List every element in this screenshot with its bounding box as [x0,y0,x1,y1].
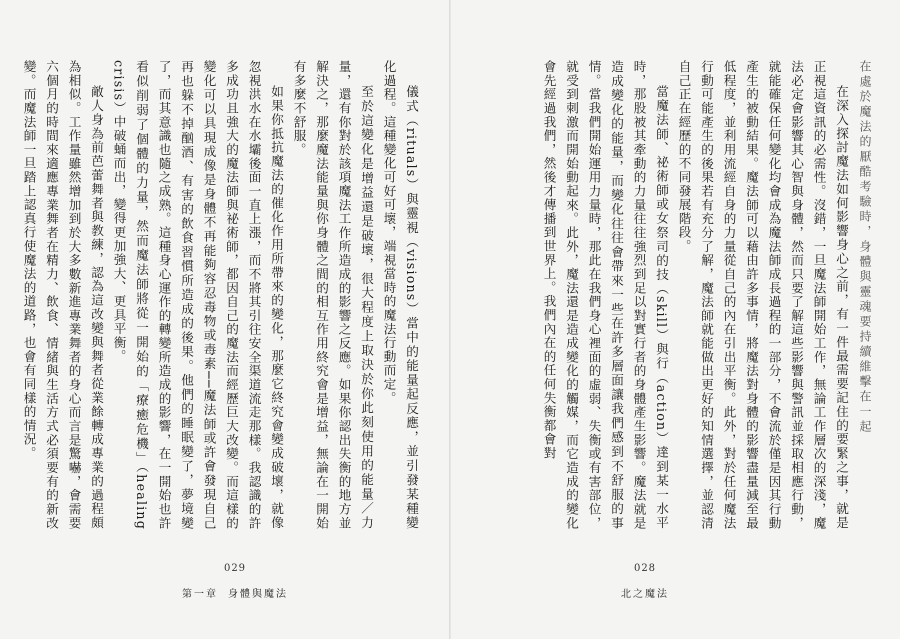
body-paragraph: 在深入探討魔法如何影響身心之前，有一件最需要記住的要緊之事，就是正視這資訊的必需性。沒錯，一旦魔法師開始工作，無論工作層次的深淺，魔法必定會影響其心智與身體，然而只要了解這些影響與警訊並採取相應行動，就能確保任何變化均會成為魔法師成長過程的一部分，不會流於僅是因其行動產生的被動結果。魔法師可以藉由許多事情，將魔法對身體的影響盡量減至最低程度，並利用流經自身的力量從自己的內在引出平衡。此外，對於任何魔法行動可能產生的後果若有充分了解，魔法師就能做出更好的知情選擇，並認清自己正在經歷的不同發展階段。 [676,60,849,530]
body-paragraph: 當魔法師、祕術師或女祭司的技（skill）與行（action）達到某一水平時，那股被其牽動的力量往往強烈到足以對實行者的身體產生影響。魔法就是造成變化的能量，而變化往往會帶來一些在許多層面讓我們感到不舒服的事情。當我們開始運用力量時，那此在我們身心裡面的虛弱、失衡或有害部位，就受到刺激而開始動起來。此外，魔法還是造成變化的觸媒，而它造成的變化會先經過我們，然後才傳播到世界上。我們內在的任何失衡都會對 [541,60,669,530]
section-headline: 在處於魔法的厭酷考驗時，身體與靈魂要持續維擊在一起 [858,60,872,435]
chapter-title: 身體與魔法 [228,589,288,600]
book-title: 北之魔法 [621,589,669,600]
running-header [10,585,460,600]
body-paragraph: 儀式（rituals）與靈視（visions）當中的能量起反應，並引發某種變化過程。這種變化可好可壞，端視當時的魔法行動而定。 [381,60,419,530]
body-paragraph: 敵人身為前芭蕾舞者與教練，認為這改變與舞者從業餘轉成專業的過程頗為相似。工作量雖然增加到於大多數新進專業舞者的身心而言是驚嚇，會需要六個月的時間來適應專業舞者在精力、飲食、情緒與生活方式必須要有的新改變。而魔法師一旦踏上認真行使魔法的道路，也會有同樣的情況。 [21,60,104,530]
page-number: 029 [223,563,247,574]
right-body-text [512,60,852,530]
page-number: 028 [633,563,657,574]
body-paragraph: 至於這變化是增益還是破壞，很大程度上取決於你此刻使用的能量／力量，還有你對於該項魔法工作所造成的影響之反應。如果你認出失衡的地方並解決之，那麼魔法能量與你身體之間的相互作用終究會是增益，無論在一開始有多麼不舒服。 [291,60,374,530]
running-header [420,585,870,600]
right-page [450,0,900,639]
chapter-label: 第一章 [182,589,218,600]
left-body-text [21,60,422,530]
body-paragraph: 如果你抵抗魔法的催化作用所帶來的變化，那麼它終究會變成破壞，就像忽視洪水在水壩後面一直上漲，而不將其引往安全渠道流走那樣。我認識的許多成功且強大的魔法師與祕術師，都因自己的魔法而經歷巨大改變。而這樣的變化可以具現成像是身體不再能夠容忍毒物或毒素──魔法師或許會發現自己再也躲不掉酗酒、有害的飲食習慣所造成的後果。他們的睡眠變了，夢境變了，而其意識也隨之成熟。這種身心運作的轉變所造成的影響，在一開始也許看似削弱了個體的力量，然而魔法師將從一開始的「療癒危機」（healing crisis）中破蛹而出，變得更加強大、更具平衡。 [111,60,284,530]
